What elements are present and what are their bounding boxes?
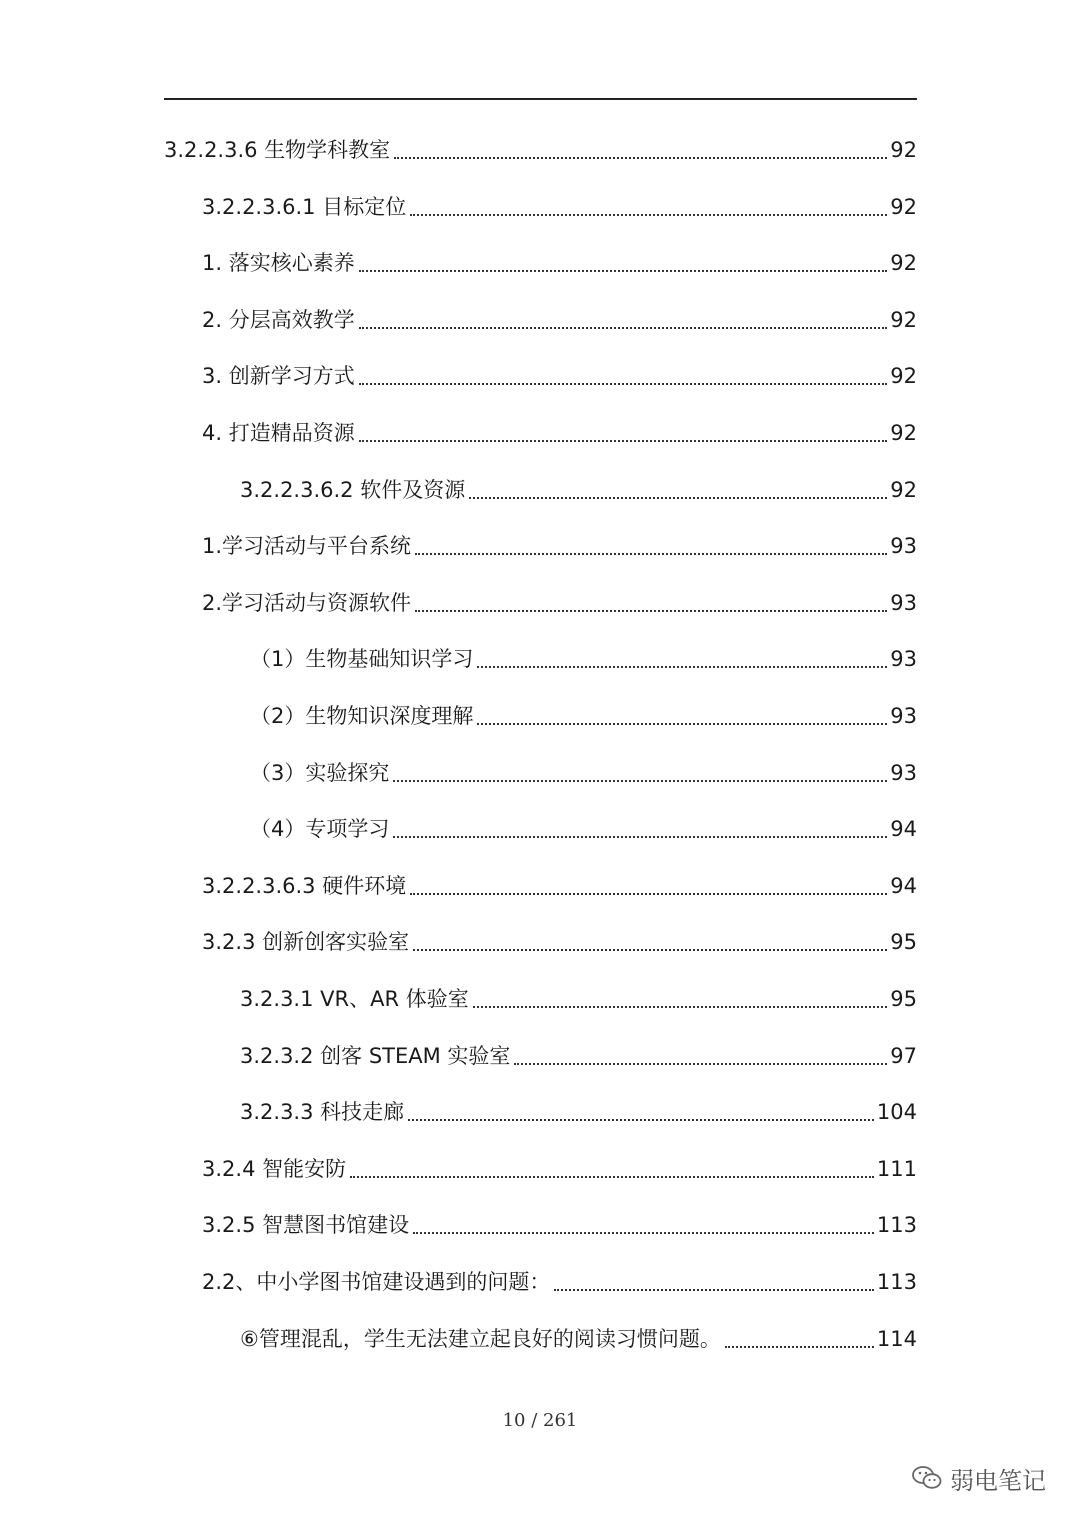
toc-entry[interactable] <box>202 526 917 566</box>
toc-dot-leader <box>415 583 887 623</box>
toc-entry-label: 3.2.3.2 创客 STEAM 实验室 <box>240 1043 511 1068</box>
toc-dot-leader <box>359 413 888 453</box>
toc-dot-leader <box>477 696 887 736</box>
watermark <box>912 1458 1046 1498</box>
toc-entry-label: 4. 打造精品资源 <box>202 421 355 445</box>
toc-entry-page: 93 <box>890 760 917 785</box>
toc-entry[interactable] <box>202 583 917 623</box>
toc-dot-leader <box>410 187 887 227</box>
toc-entry[interactable] <box>202 866 917 906</box>
toc-entry-label: 1. 落实核心素养 <box>202 251 355 276</box>
toc-entry[interactable] <box>202 187 917 227</box>
toc-entry-page: 92 <box>890 364 917 389</box>
toc-entry[interactable] <box>202 300 917 340</box>
toc-entry-page: 92 <box>890 251 917 276</box>
toc-dot-leader <box>413 922 887 962</box>
toc-entry[interactable] <box>202 243 917 283</box>
toc-entry[interactable] <box>202 1205 917 1245</box>
toc-entry-label: 3.2.3.1 VR、AR 体验室 <box>240 987 469 1011</box>
toc-entry-label: 3. 创新学习方式 <box>202 364 355 389</box>
toc-entry[interactable] <box>202 1262 917 1302</box>
toc-dot-leader <box>359 300 888 340</box>
toc-entry-label: （1）生物基础知识学习 <box>250 647 474 672</box>
toc-entry-page: 93 <box>890 590 917 615</box>
toc-entry[interactable] <box>202 922 917 962</box>
toc-entry-label: 2.学习活动与资源软件 <box>202 590 412 615</box>
wechat-icon <box>912 1465 942 1491</box>
toc-entry[interactable] <box>202 1149 917 1189</box>
toc-dot-leader <box>408 1092 874 1132</box>
toc-entry[interactable] <box>240 470 917 510</box>
toc-entry-page: 93 <box>890 647 917 672</box>
toc-dot-leader <box>473 979 888 1019</box>
toc-entry[interactable] <box>240 1319 917 1359</box>
toc-dot-leader <box>410 866 887 906</box>
toc-entry-label: 3.2.2.3.6.3 硬件环境 <box>202 873 407 898</box>
toc-entry-page: 93 <box>890 704 917 728</box>
toc-entry-page: 93 <box>890 534 917 559</box>
toc-entry[interactable] <box>250 809 917 849</box>
toc-entry[interactable] <box>164 130 917 170</box>
toc-dot-leader <box>359 356 888 396</box>
toc-dot-leader <box>514 1036 887 1076</box>
toc-entry[interactable] <box>240 1092 917 1132</box>
toc-entry-page: 113 <box>876 1213 917 1238</box>
toc-entry-label: ⑥管理混乱，学生无法建立起良好的阅读习惯问题。 <box>240 1326 721 1351</box>
toc-entry[interactable] <box>250 639 917 679</box>
toc-entry-label: （2）生物知识深度理解 <box>250 704 474 728</box>
toc-entry-label: （3）实验探究 <box>250 760 390 785</box>
toc-entry-label: 3.2.4 智能安防 <box>202 1156 347 1181</box>
toc-entry-label: 3.2.2.3.6 生物学科教室 <box>164 138 391 162</box>
toc-entry-page: 97 <box>890 1043 917 1068</box>
watermark-text: 弱电笔记 <box>950 1466 1046 1495</box>
toc-entry-page: 92 <box>890 307 917 332</box>
toc-entry-label: 2. 分层高效教学 <box>202 307 355 332</box>
toc-dot-leader <box>359 243 888 283</box>
toc-dot-leader <box>413 1205 874 1245</box>
toc-entry-page: 95 <box>890 987 917 1011</box>
toc-dot-leader <box>477 639 887 679</box>
toc-entry[interactable] <box>240 1036 917 1076</box>
toc-entry-label: 3.2.3.3 科技走廊 <box>240 1100 405 1125</box>
toc-entry[interactable] <box>250 696 917 736</box>
page-number: 10 / 261 <box>502 1410 578 1431</box>
toc-entry-page: 113 <box>876 1270 917 1294</box>
toc-entry-label: （4）专项学习 <box>250 817 390 842</box>
toc-entry-page: 111 <box>876 1156 917 1181</box>
toc-entry-page: 92 <box>890 194 917 219</box>
toc-entry-label: 2.2、中小学图书馆建设遇到的问题： <box>202 1270 551 1294</box>
toc-dot-leader <box>393 753 887 793</box>
toc-dot-leader <box>394 130 887 170</box>
toc-dot-leader <box>415 526 887 566</box>
header-rule <box>164 98 917 100</box>
toc-dot-leader <box>554 1262 874 1302</box>
toc-entry-label: 1.学习活动与平台系统 <box>202 534 412 559</box>
toc-entry[interactable] <box>202 356 917 396</box>
toc-entry-label: 3.2.3 创新创客实验室 <box>202 930 410 955</box>
toc-entry[interactable] <box>240 979 917 1019</box>
toc-entry[interactable] <box>202 413 917 453</box>
toc-entry-label: 3.2.5 智慧图书馆建设 <box>202 1213 410 1238</box>
toc-dot-leader <box>469 470 887 510</box>
toc-entry-page: 92 <box>890 421 917 445</box>
toc-entry-page: 94 <box>890 817 917 842</box>
toc-entry-page: 114 <box>876 1326 917 1351</box>
toc-dot-leader <box>725 1319 874 1359</box>
toc-dot-leader <box>393 809 887 849</box>
toc-entry-page: 92 <box>890 477 917 502</box>
toc-entry[interactable] <box>250 753 917 793</box>
toc-entry-page: 92 <box>890 138 917 162</box>
toc-entry-page: 95 <box>890 930 917 955</box>
toc-entry-label: 3.2.2.3.6.2 软件及资源 <box>240 477 466 502</box>
toc-entry-page: 94 <box>890 873 917 898</box>
toc-entry-label: 3.2.2.3.6.1 目标定位 <box>202 194 407 219</box>
toc-dot-leader <box>350 1149 874 1189</box>
toc-entry-page: 104 <box>876 1100 917 1125</box>
